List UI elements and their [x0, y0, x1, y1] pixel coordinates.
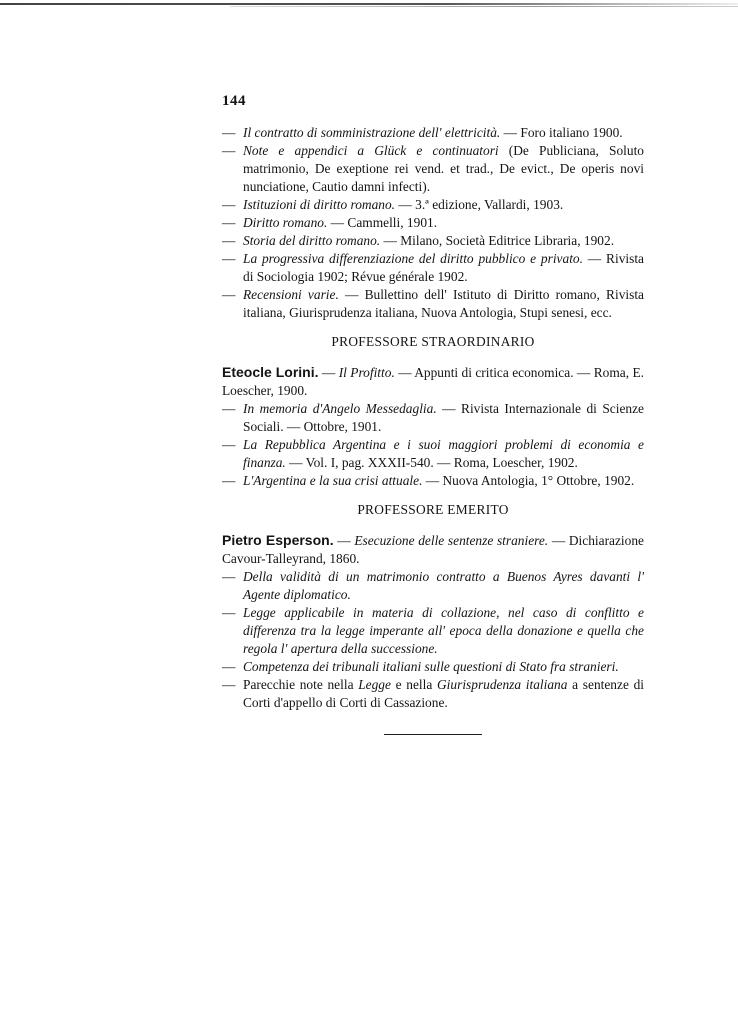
publication-details: (De Publiciana, Soluto matrimonio, De exeptione rei vend. et trad., De evict., De operis novi nunciatione, Cautio damni infecti).	[243, 143, 644, 194]
publication-title: La Repubblica Argentina e i suoi maggiori problemi di economia e finanza.	[243, 437, 644, 470]
scan-top-edge	[0, 3, 738, 5]
entry-dash: —	[222, 677, 236, 692]
separator: —	[285, 455, 306, 470]
entry-dash: —	[222, 233, 236, 248]
publication-entry	[222, 676, 644, 712]
publication-details: Foro italiano 1900.	[520, 125, 623, 140]
separator: —	[582, 251, 607, 266]
journal-title: Giurisprudenza italiana	[437, 677, 568, 692]
publication-entry	[222, 196, 644, 214]
publication-entry	[222, 436, 644, 472]
publication-title: Recensioni varie.	[243, 287, 339, 302]
publication-entry	[222, 658, 644, 676]
separator: —	[500, 125, 521, 140]
page-number: 144	[222, 93, 246, 109]
professor-entry	[222, 363, 644, 400]
publication-entry	[222, 604, 644, 658]
publication-title: Il Profitto.	[338, 365, 395, 380]
publication-details: Cammelli, 1901.	[347, 215, 438, 230]
publication-details: Rivista di Sociologia 1902; Révue générale 1902.	[243, 251, 644, 284]
publication-title: Esecuzione delle sentenze straniere.	[354, 533, 549, 548]
publication-entry	[222, 142, 644, 196]
entry-dash: —	[222, 569, 236, 584]
scan-top-edge-secondary	[230, 6, 738, 7]
separator: —	[338, 287, 365, 302]
publication-title: Diritto romano.	[243, 215, 328, 230]
professor-entry	[222, 531, 644, 568]
entry-text: Parecchie note nella	[243, 677, 359, 692]
entry-dash: —	[222, 251, 236, 266]
straordinario-list	[222, 363, 644, 490]
publication-title: Il contratto di somministrazione dell' elettricità.	[243, 125, 501, 140]
entry-text: e nella	[390, 677, 438, 692]
publication-details: Dichiarazione Cavour-Talleyrand, 1860.	[222, 533, 644, 566]
publication-details: Appunti di critica economica. — Roma, E. Loescher, 1900.	[222, 365, 644, 398]
separator: —	[436, 401, 462, 416]
entry-dash: —	[222, 287, 236, 302]
publication-entry	[222, 250, 644, 286]
publication-entry	[222, 124, 644, 142]
publication-title: Istituzioni di diritto romano.	[243, 197, 396, 212]
entry-dash: —	[222, 125, 236, 140]
separator: —	[394, 365, 415, 380]
publication-entry	[222, 214, 644, 232]
publication-title: Storia del diritto romano.	[243, 233, 381, 248]
page-body	[222, 92, 644, 735]
separator	[499, 143, 509, 158]
entry-dash: —	[222, 473, 236, 488]
publication-entry	[222, 232, 644, 250]
publication-title: La progressiva differenziazione del diritto pubblico e privato.	[243, 251, 583, 266]
journal-title: Legge	[358, 677, 391, 692]
emerito-list	[222, 531, 644, 712]
publication-details: Vol. I, pag. XXXII-540. — Roma, Loescher, 1902.	[305, 455, 578, 470]
section-heading-emerito: PROFESSORE EMERITO	[357, 502, 509, 517]
publication-details: Rivista Internazionale di Scienze Sociali. — Ottobre, 1901.	[243, 401, 644, 434]
entry-dash: —	[222, 401, 236, 416]
publication-details: Milano, Società Editrice Libraria, 1902.	[400, 233, 615, 248]
publication-title: Note e appendici a Glück e continuatori	[243, 143, 499, 158]
professor-name: Eteocle Lorini.	[222, 364, 319, 380]
publication-entry	[222, 286, 644, 322]
entry-dash: —	[222, 605, 236, 620]
separator: —	[548, 533, 569, 548]
publication-title: Competenza dei tribunali italiani sulle questioni di Stato fra stranieri.	[243, 659, 619, 674]
publication-title: Della validità di un matrimonio contratto a Buenos Ayres davanti l' Agente diplomatico.	[243, 569, 644, 602]
separator: —	[422, 473, 443, 488]
entry-dash: —	[222, 197, 236, 212]
professor-name: Pietro Esperson.	[222, 532, 334, 548]
publication-entry	[222, 400, 644, 436]
publication-title: L'Argentina e la sua crisi attuale.	[243, 473, 423, 488]
intro-list	[222, 124, 644, 322]
publication-title: In memoria d'Angelo Messedaglia.	[243, 401, 437, 416]
publication-details: 3.ª edizione, Vallardi, 1903.	[415, 197, 564, 212]
publication-details: Bullettino dell' Istituto di Diritto romano, Rivista italiana, Giurisprudenza italiana, Nuova Antologia, Stupi senesi, ecc.	[243, 287, 644, 320]
end-rule	[384, 734, 482, 735]
separator: —	[333, 533, 355, 548]
publication-entry	[222, 472, 644, 490]
separator: —	[380, 233, 401, 248]
entry-dash: —	[222, 143, 236, 158]
publication-entry	[222, 568, 644, 604]
separator: —	[395, 197, 416, 212]
section-heading-straordinario: PROFESSORE STRAORDINARIO	[331, 334, 535, 349]
entry-text: a sentenze di Corti d'appello di Corti di Cassazione.	[243, 677, 644, 710]
publication-title: Legge applicabile in materia di collazione, nel caso di conflitto e differenza tra la legge imperante all' epoca della donazione e quella che regola l' apertura della successione.	[243, 605, 644, 656]
entry-dash: —	[222, 437, 236, 452]
separator: —	[327, 215, 348, 230]
entry-dash: —	[222, 659, 236, 674]
publication-details: Nuova Antologia, 1° Ottobre, 1902.	[442, 473, 635, 488]
entry-dash: —	[222, 215, 236, 230]
separator: —	[318, 365, 339, 380]
